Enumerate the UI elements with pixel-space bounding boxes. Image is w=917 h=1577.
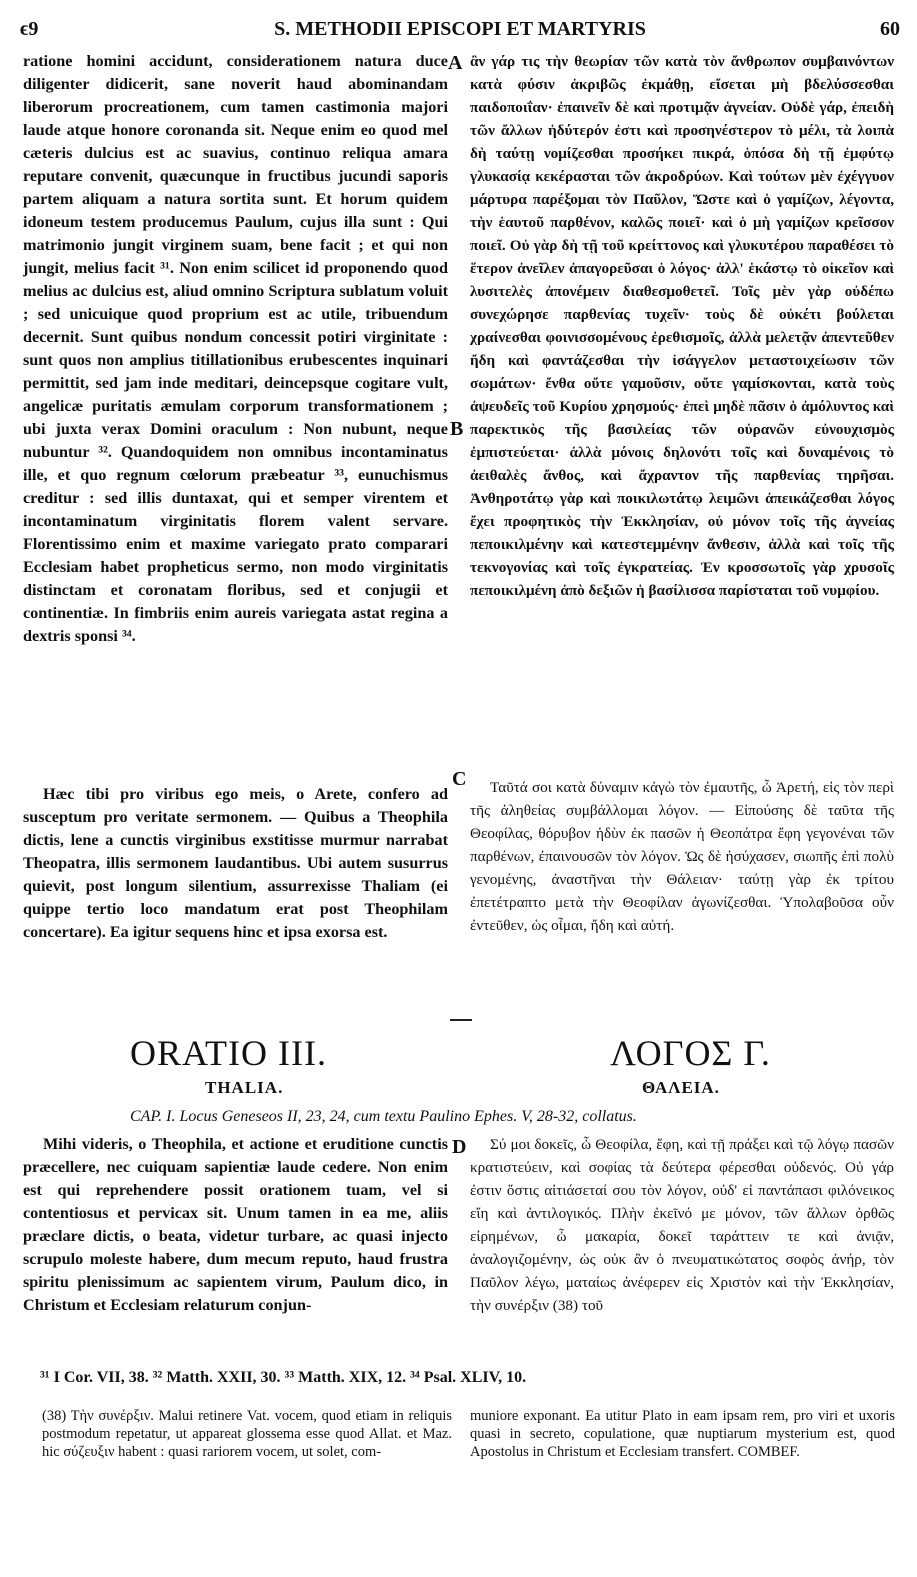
editor-note-left: (38) Τὴν συνέρξιν. Malui retinere Vat. vocem, quod etiam in reliquis postmodum repetatur, ut appareat glossema esse quod Allat. et Maz. hic σύζευξιν habent : quasi rariorem vocem, ut solet, com- [42, 1408, 452, 1460]
editor-note-right: muniore exponant. Ea utitur Plato in eam ipsam rem, pro viri et uxoris quasi in secreto, copulatione, quæ nuptiarum mysterium est, quod Apostolus in Christum et Ecclesiam transfert. COMBEF. [470, 1408, 895, 1460]
oratio-greek-subtitle: ΘΑΛΕΙΑ. [642, 1078, 720, 1097]
footnote-references: ³¹ I Cor. VII, 38. ³² Matth. XXII, 30. ³³ Matth. XIX, 12. ³⁴ Psal. XLIV, 10. [40, 1369, 527, 1386]
latin-text-top: ratione homini accidunt, considerationem natura duce diligenter didicerit, sane noverit haud abominandam liberorum procreationem, cum tamen castimonia majori laude atque honore coronanda sit. Neque enim eo quod mel cæteris dulcius est ac suavius, continuo reliqua amara reputare convenit, quæcunque in fructibus jucundi saporis partem aliquam a natura sortita sunt. Et horum quidem idoneum testem producemus Paulum, cujus illa sunt : Qui matrimonio jungit virginem suam, bene facit ; et qui non jungit, melius facit ³¹. Non enim scilicet id proponendo quod melius ac dulcius est, aliud omnino Scriptura sublatum voluit ; sed unicuique quod proprium est ac utile, tribuendum decernit. Sunt quibus nondum concessit potiri virginitate : sunt quos non amplius titillationibus erubescentes inquinari permittit, sed jam inde meditari, deincepsque cogitare vult, angelicæ puritatis æmulam corporum transformationem ; ubi juxta verax Domini oraculum : Non nubunt, neque nubuntur ³². Quandoquidem non omnibus incontaminatus ille, et quo regnum cœlorum præbeatur ³³, eunuchismus creditur : sed illis duntaxat, qui et semper virentem et incontaminatum virginitatis florem valent servare. Florentissimo enim et maxime variegato prato comparari Ecclesiam habet propheticus sermo, non modo virginitatis distinctam et coronatam floribus, sed et conjugii et continentiæ. In fimbriis enim aureis variegata astat regina a dextris sponsi ³⁴. [23, 52, 448, 645]
latin-text-mid: Hæc tibi pro viribus ego meis, o Arete, confero ad susceptum pro veritate sermonem. — Quibus a Theophila dictis, lene a cunctis virginibus exstitisse murmur narrabat Theopatra, illis sermonem laudantibus. Ubi autem susurrus quievit, post longum silentium, assurrexisse Thaliam (ei quippe tertio loco mandatum erat post Theophilam concertare). Ea igitur sequens hinc et ipsa exorsa est. [23, 785, 448, 941]
oratio-greek-title: ΛΟΓΟΣ Γ. [610, 1033, 771, 1073]
margin-letter-c: C [452, 768, 467, 790]
greek-text-mid: Ταῦτά σοι κατὰ δύναμιν κἀγὼ τὸν ἐμαυτῆς, ὦ Ἀρετή, εἰς τὸν περὶ τῆς ἀληθείας συμβάλλομαι λόγον. — Εἰπούσης δὲ ταῦτα τῆς Θεοφίλας, θόρυβον ἡδὺν ἐκ πασῶν ἡ Θεοπάτρα ἔφη γεγονέναι τῶν παρθένων, ἐπαινουσῶν τὸν λόγον. Ὡς δὲ ἡσύχασεν, σιωπῆς ἐπὶ πολὺ γενομένης, ἀναστῆναι τὴν Θάλειαν· ταύτῃ γὰρ ἐκ τρίτου ἐπετέτραπτο μετὰ τὴν Θεοφίλαν ἀγωνίζεσθαι. Ὑπολαβοῦσα οὖν ἐντεῦθεν, ὡς οἶμαι, ἤδη καὶ αὐτή. [470, 779, 894, 934]
margin-letter-b: B [450, 418, 464, 440]
greek-text-top: ἂν γάρ τις τὴν θεωρίαν τῶν κατὰ τὸν ἄνθρωπον συμβαινόντων κατὰ φύσιν ἀκριβῶς ἐκμάθῃ, εἴσεται μὴ βδελύσσεσθαι παιδοποιΐαν· ἐπαινεῖν δὲ καὶ προτιμᾷν ἁγνείαν. Οὐδὲ γάρ, ἐπειδὴ τῶν ἄλλων ἡδύτερόν ἐστι καὶ προσηνέστερον τὸ μέλι, τὰ λοιπὰ δὴ ταύτῃ νομίζεσθαι προσήκει πικρά, ὁπόσα δὴ τῇ ἐμφύτῳ γλυκασίᾳ κεκέρασται τῶν ἀκροδρύων. Καὶ τούτων μὲν ἐχέγγυον μάρτυρα παρέξομαι τὸν Παῦλον, Ὥστε καὶ ὁ γαμίζων, λέγοντα, τὴν ἑαυτοῦ παρθένον, καλῶς ποιεῖ· καὶ ὁ μὴ γαμίζων κρεῖσσον ποιεῖ. Οὐ γὰρ δὴ τῇ τοῦ κρείττονος καὶ γλυκυτέρου παραθέσει τὸ ἕτερον ἀνεῖλεν ἀπαγορεῦσαι ὁ λόγος· ἀλλ' ἑκάστῳ τὸ οἰκεῖον καὶ λυσιτελὲς ἀπονέμειν διαθεσμοθετεῖ. Τοῖς μὲν γὰρ οὐδέπω συνεχώρησε παρθενίας τυχεῖν· τοὺς δὲ οὐκέτι βούλεται χραίνεσθαι φοινισσομένους ἐρεθισμοῖς, ἀλλὰ μελετᾷν ἀπεντεῦθεν ἤδη καὶ φαντάζεσθαι τὴν ἰσάγγελον μεταστοιχείωσιν τῶν σωμάτων· ἔνθα οὔτε γαμοῦσιν, οὔτε γαμίσκονται, κατὰ τοὺς ἀψευδεῖς τοῦ Κυρίου χρησμούς· ἐπεὶ μηδὲ πᾶσιν ὁ ἀμόλυντος καὶ παρεκτικὸς τῆς βασιλείας τῶν οὐρανῶν εὐνουχισμὸς ἐμπιστεύεται· ἀλλὰ μόνοις δηλονότι τοῖς καὶ δυναμένοις τὸ ἀειθαλὲς ἄνθος, καὶ ἄχραντον τῆς παρθενίας τηρῆσαι. Ἀνθηροτάτῳ γὰρ καὶ ποικιλωτάτῳ λειμῶνι ἀπεικάζεσθαι λόγος ἔχει προφητικὸς τὴν Ἐκκλησίαν, οὐ μόνον τοῖς τῆς ἁγνείας πεποικιλμένην καὶ κατεστεμμένην ἄνθεσιν, ἀλλὰ καὶ τοῖς τῆς τεκνογονίας καὶ τοῖς ἐγκρατείας. Ἐν κροσσωτοῖς γὰρ χρυσοῖς πεποικιλμένη ἀπὸ δεξιῶν ἡ βασίλισσα παρίσταται τοῦ νυμφίου. [470, 53, 894, 599]
greek-text-bottom: Σύ μοι δοκεῖς, ὦ Θεοφίλα, ἔφη, καὶ τῇ πράξει καὶ τῷ λόγῳ πασῶν κρατιστεύειν, καὶ σοφίας τὰ δεύτερα φέρεσθαι οὐδενός. Οὐ γάρ ἐστιν ὅστις αἰτιάσεταί σου τὸν λόγον, οὐδ' εἰ παντάπασι φιλόνεικος εἴη καὶ ἀντιλογικός. Πλὴν ἐκεῖνό με μόνον, τῶν ἄλλων ὀρθῶς εἰρημένων, ὦ μακαρία, δοκεῖ ταράττειν τε καὶ ἀνιᾷν, ἀναλογιζομένην, ὡς οὐκ ἂν ὁ πνευματικώτατος σοφὸς ἀνήρ, τὸν Παῦλον λέγω, ματαίως ἀνέφερεν εἰς Χριστὸν καὶ τὴν Ἐκκλησίαν, τὴν συνέρξιν (38) τοῦ [470, 1136, 894, 1314]
latin-text-bottom: Mihi videris, o Theophila, et actione et eruditione cunctis præcellere, nec cuiquam sapientiæ laude cedere. Non enim est qui reprehendere possit orationem tuam, vel si contentiosus et pervicax sit. Unum tamen in ea me, aliis præclare dictis, o beata, videtur turbare, ac quasi injecto scrupulo moleste habere, dum mecum reputo, haud frustra spiritu plenissimum ac sapientem virum, Paulum dico, in Christum et Ecclesiam relaturum conjun- [23, 1135, 448, 1314]
oratio-latin-subtitle: THALIA. [205, 1078, 284, 1097]
chapter-heading: CAP. I. Locus Geneseos II, 23, 24, cum textu Paulino Ephes. V, 28-32, collatus. [130, 1108, 637, 1125]
page-number-right: 60 [880, 18, 900, 40]
margin-letter-d: D [452, 1136, 467, 1158]
running-title: S. METHODII EPISCOPI ET MARTYRIS [274, 18, 646, 40]
page-number-left: ϵ9 [20, 18, 39, 40]
oratio-latin-title: ORATIO III. [130, 1033, 327, 1073]
page-header [20, 18, 900, 46]
margin-letter-a: A [448, 52, 463, 74]
section-separator [450, 1019, 472, 1021]
